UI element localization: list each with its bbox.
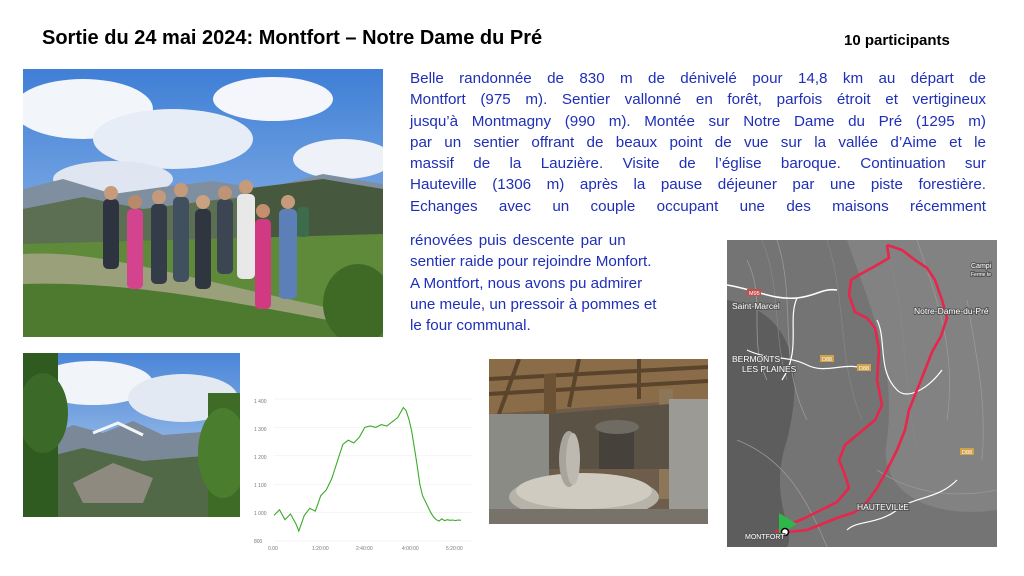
description-line: A Montfort, nous avons pu admirer [410, 274, 643, 292]
description-line: Echanges avec un couple occupant une des maisons récemment [410, 197, 986, 215]
description-line: Hauteville (1306 m) après la pause déjeuner par une piste forestière. [410, 176, 986, 194]
y-tick-label: 1 000 [254, 511, 267, 517]
map-label-hauteville: HAUTEVILLE [857, 502, 909, 512]
map-label-saint-marcel: Saint-Marcel [732, 301, 780, 311]
x-tick-label: 0.00 [268, 546, 278, 552]
valley-photo [23, 353, 240, 517]
map-label-plaines: LES PLAINES [742, 364, 797, 374]
y-tick-label: 1 200 [254, 455, 267, 461]
map-label-bermonts: BERMONTS [732, 354, 781, 364]
road-badge: D88 [962, 450, 973, 456]
y-tick-label: 800 [254, 539, 263, 545]
y-tick-label: 1 300 [254, 427, 267, 433]
description-line: le four communal. [410, 317, 531, 335]
page-title: Sortie du 24 mai 2024: Montfort – Notre Dame du Pré [42, 27, 543, 49]
elevation-chart [252, 391, 478, 552]
description-line: une meule, un pressoir à pommes et [410, 295, 657, 313]
x-tick-label: 1:20:00 [312, 546, 329, 552]
map-label-campi: Campi [971, 263, 992, 270]
description-line: rénovées puis descente par un [410, 232, 626, 249]
description-continuation [410, 230, 702, 336]
x-tick-label: 5:20:00 [446, 546, 463, 552]
road-badge: D88 [822, 357, 833, 363]
millstone-photo [489, 359, 708, 524]
description-line: Belle randonnée de 830 m de dénivelé pour 14,8 km au départ de [410, 70, 986, 87]
map-label-notre-dame: Notre-Dame-du-Pré [914, 306, 989, 316]
description-paragraph [410, 68, 986, 217]
y-tick-label: 1 400 [254, 399, 267, 405]
road-badge: D88 [859, 366, 870, 372]
road-badge: M95 [749, 291, 760, 297]
description-line: massif de la Lauzière. Visite de l’église baroque. Continuation sur [410, 155, 986, 173]
route-map [727, 240, 997, 547]
description-line: jusqu’à Montmagny (990 m). Montée sur Notre Dame du Pré (1295 m) [410, 112, 986, 130]
description-line: Montfort (975 m). Sentier vallonné en forêt, parfois étroit et vertigineux [410, 91, 986, 109]
x-tick-label: 4:00:00 [402, 546, 419, 552]
map-label-montfort: MONTFORT [745, 534, 785, 541]
group-photo [23, 69, 383, 337]
map-label-ferme: Ferme te [971, 272, 992, 278]
y-tick-label: 1 100 [254, 483, 267, 489]
description-line: sentier raide pour rejoindre Monfort. [410, 253, 652, 271]
participants-count: 10 participants [844, 32, 950, 49]
description-line: par un sentier offrant de beaux point de vue sur la vallée d’Aime et le [410, 133, 986, 151]
x-tick-label: 2:40:00 [356, 546, 373, 552]
